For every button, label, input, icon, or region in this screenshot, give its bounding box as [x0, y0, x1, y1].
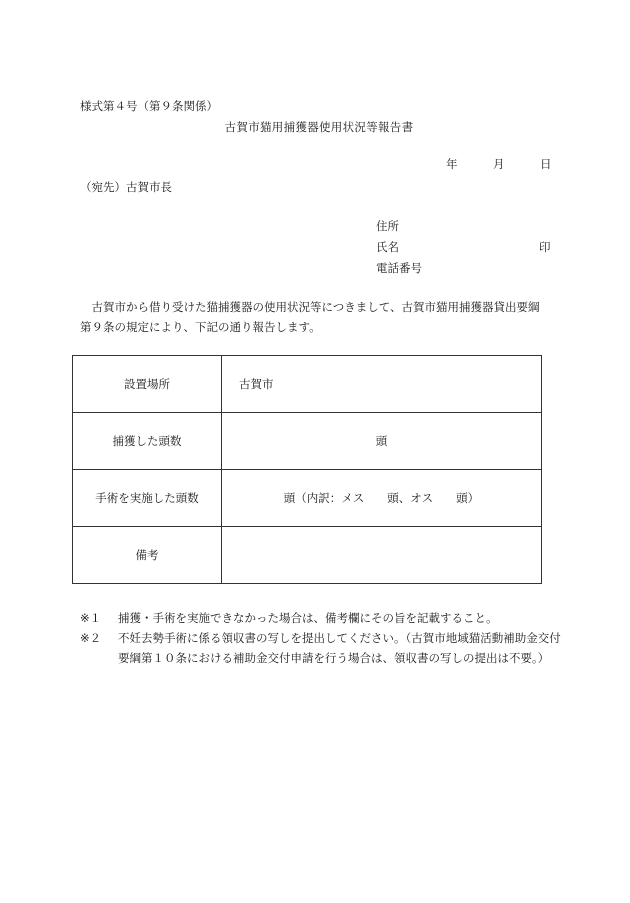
note-item	[80, 608, 570, 628]
note-text: 不妊去勢手術に係る領収書の写しを提出してください。（古賀市地域猫活動補助金交付要綱第１０条における補助金交付申請を行う場合は、領収書の写しの提出は不要。）	[118, 631, 561, 665]
remarks-label: 備考	[73, 527, 222, 584]
report-body-text	[80, 297, 560, 337]
surgery-count-label: 手術を実施した頭数	[73, 470, 222, 527]
report-table	[72, 355, 542, 584]
date-month-label: 月	[493, 157, 505, 171]
captured-count-label: 捕獲した頭数	[73, 413, 222, 470]
table-row-location	[73, 356, 542, 413]
table-row-captured	[73, 413, 542, 470]
seal-mark: 印	[539, 240, 551, 254]
body-line-2: 第９条の規定により、下記の通り報告します。	[80, 320, 321, 334]
document-title: 古賀市猫用捕獲器使用状況等報告書	[224, 120, 414, 134]
location-label: 設置場所	[73, 356, 222, 413]
body-line-1: 古賀市から借り受けた猫捕獲器の使用状況等につきまして、古賀市猫用捕獲器貸出要綱	[91, 300, 540, 314]
location-value[interactable]: 古賀市	[222, 356, 542, 413]
phone-label: 電話番号	[376, 261, 422, 275]
note-mark: ※２	[80, 631, 102, 645]
surgery-count-value[interactable]: 頭（内訳：メス 頭、オス 頭）	[222, 470, 542, 527]
form-number: 様式第４号（第９条関係）	[80, 99, 218, 113]
note-mark: ※１	[80, 611, 102, 625]
remarks-value[interactable]	[222, 527, 542, 584]
name-label: 氏名	[376, 240, 399, 254]
addressee: （宛先）古賀市長	[80, 180, 172, 194]
table-row-remarks	[73, 527, 542, 584]
captured-count-value[interactable]: 頭	[222, 413, 542, 470]
notes-section	[80, 608, 570, 668]
note-item	[80, 628, 570, 668]
date-year-label: 年	[446, 157, 458, 171]
date-day-label: 日	[540, 157, 552, 171]
note-text: 捕獲・手術を実施できなかった場合は、備考欄にその旨を記載すること。	[118, 611, 498, 625]
address-label: 住所	[376, 219, 399, 233]
table-row-surgery	[73, 470, 542, 527]
